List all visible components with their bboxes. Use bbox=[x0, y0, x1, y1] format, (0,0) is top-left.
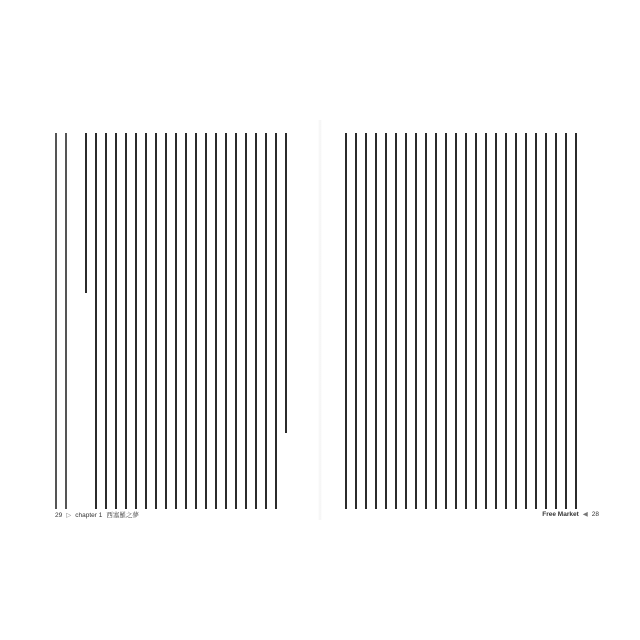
folio-arrow-icon: ▷ bbox=[66, 512, 72, 519]
right-page-text bbox=[345, 133, 577, 509]
left-folio bbox=[55, 510, 139, 519]
right-folio bbox=[542, 510, 599, 518]
right-page bbox=[320, 0, 640, 640]
left-page-number: 29 bbox=[55, 512, 63, 519]
right-page-number: 28 bbox=[591, 511, 599, 518]
chapter-label: chapter 1 bbox=[75, 512, 103, 519]
left-page-text bbox=[55, 133, 287, 509]
book-title: Free Market bbox=[542, 511, 579, 518]
folio-arrow-icon: ◀ bbox=[582, 511, 588, 518]
chapter-title: 西塞羅之夢 bbox=[106, 512, 139, 519]
